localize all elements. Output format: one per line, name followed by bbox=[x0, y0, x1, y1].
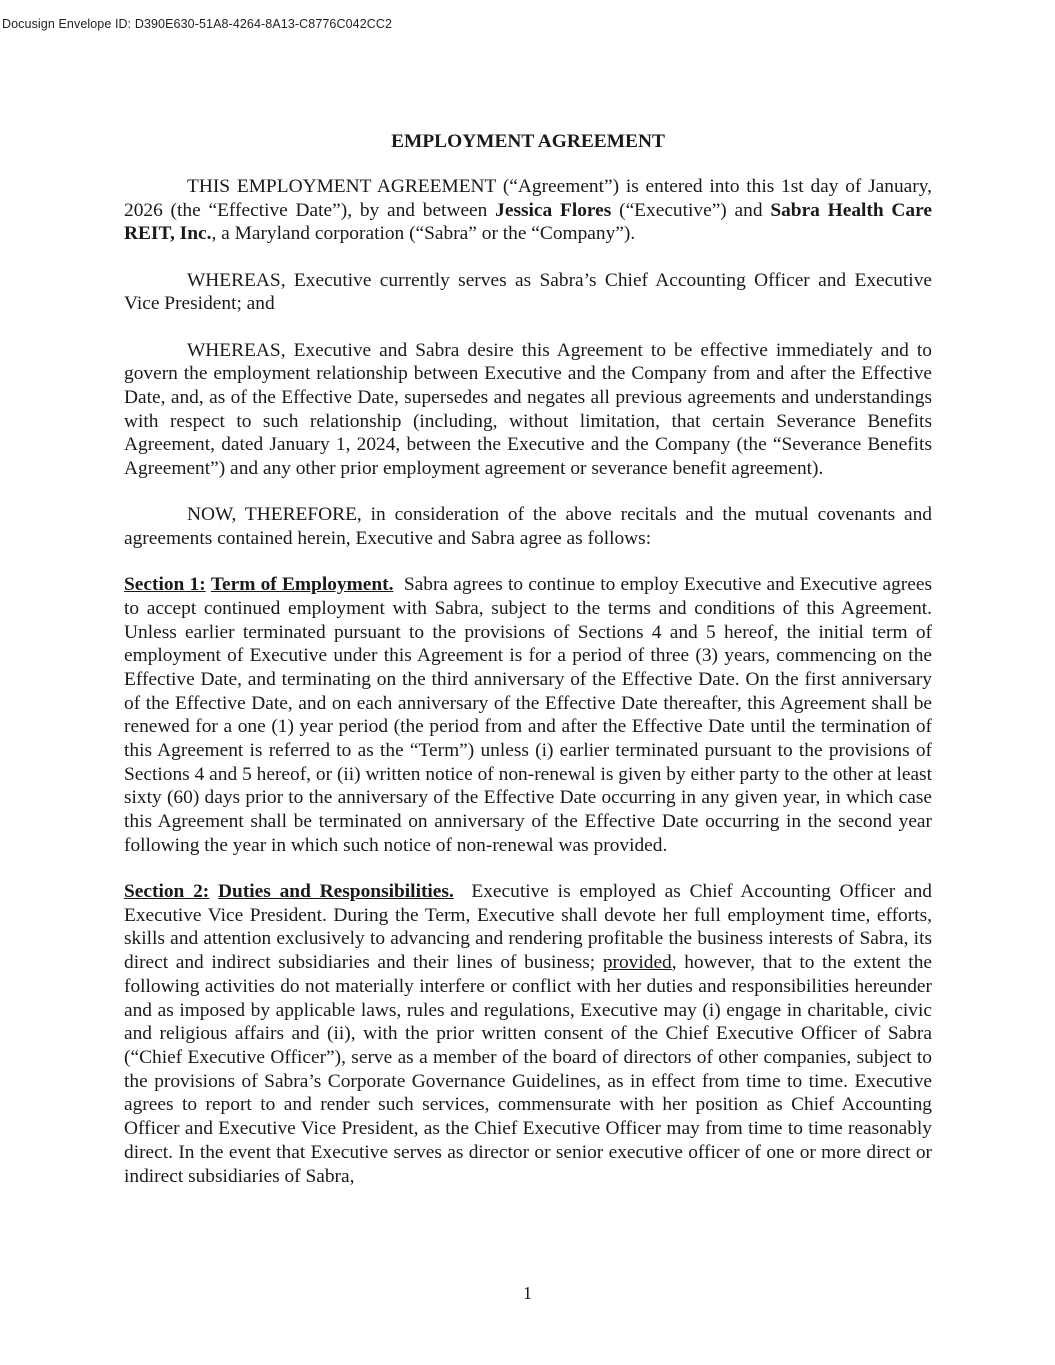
section-1-body: Sabra agrees to continue to employ Executive and Executive agrees to accept continued employment with Sabra, subject to the terms and conditions of this Agreement. Unless earlier terminated pursuant to the provisions of Sections 4 and 5 hereof, the initial term of employment of Executive under this Agreement is for a period of three (3) years, commencing on the Effective Date, and terminating on the third anniversary of the Effective Date. On the first anniversary of the Effective Date, and on each anniversary of the Effective Date thereafter, this Agreement shall be renewed for a one (1) year period (the period from and after the Effective Date until the termination of this Agreement is referred to as the “Term”) unless (i) earlier terminated pursuant to the provisions of Sections 4 and 5 hereof, or (ii) written notice of non-renewal is given by either party to the other at least sixty (60) days prior to the anniversary of the Effective Date occurring in any given year, in which case this Agreement shall be terminated on anniversary of the Effective Date occurring in the second year following the year in which such notice of non-renewal was provided. bbox=[124, 574, 932, 856]
provided-term: provided bbox=[602, 952, 672, 974]
document-title: EMPLOYMENT AGREEMENT bbox=[391, 131, 665, 152]
envelope-id: Docusign Envelope ID: D390E630-51A8-4264-8A13-C8776C042CC2 bbox=[2, 17, 393, 31]
section-1-label: Section 1: bbox=[124, 574, 206, 596]
section-2-paragraph bbox=[124, 880, 932, 1188]
page-number: 1 bbox=[523, 1283, 532, 1303]
section-1-paragraph bbox=[124, 573, 932, 857]
whereas-paragraph-2: WHEREAS, Executive and Sabra desire this Agreement to be effective immediately and to govern the employment relationship between Executive and the Company from and after the Effective Date, and, as of the Effective Date, supersedes and negates all previous agreements and understandings with respect to such relationship (including, without limitation, that certain Severance Benefits Agreement, dated January 1, 2024, between the Executive and the Company (the “Severance Benefits Agreement”) and any other prior employment agreement or severance benefit agreement). bbox=[124, 339, 932, 480]
executive-name: Jessica Flores bbox=[495, 199, 612, 221]
section-2-label: Section 2: bbox=[124, 881, 210, 903]
intro-text: THIS EMPLOYMENT AGREEMENT (“Agreement”) is entered into this 1st day of January, 2026 (the “Effective Date”), by and between bbox=[124, 176, 932, 221]
section-1-heading: Term of Employment. bbox=[210, 574, 394, 596]
whereas-paragraph-1: WHEREAS, Executive currently serves as Sabra’s Chief Accounting Officer and Executive Vice President; and bbox=[124, 269, 932, 315]
section-2-heading: Duties and Responsibilities. bbox=[218, 881, 454, 903]
section-2-body: Executive is employed as Chief Accounting Officer and Executive Vice President. During the Term, Executive shall devote her full employment time, efforts, skills and attention exclusively to advancing and rendering profitable the business interests of Sabra, its direct and indirect subsidiaries and their lines of business; bbox=[124, 881, 933, 974]
intro-text: , a Maryland corporation (“Sabra” or the “Company”). bbox=[211, 223, 636, 245]
intro-paragraph bbox=[124, 175, 932, 246]
now-therefore-paragraph: NOW, THEREFORE, in consideration of the above recitals and the mutual covenants and agreements contained herein, Executive and Sabra agree as follows: bbox=[124, 504, 932, 549]
intro-text: (“Executive”) and bbox=[611, 199, 771, 221]
company-name: Sabra Health Care REIT, Inc. bbox=[124, 199, 932, 245]
document-body bbox=[124, 128, 932, 1211]
section-2-body-continued: , however, that to the extent the following activities do not materially interfere or conflict with her duties and responsibilities hereunder and as imposed by applicable laws, rules and regulations, Executive may (i) engage in charitable, civic and religious affairs and (ii), with the prior written consent of the Chief Executive Officer of Sabra (“Chief Executive Officer”), serve as a member of the board of directors of other companies, subject to the provisions of Sabra’s Corporate Governance Guidelines, as in effect from time to time. Executive agrees to report to and render such services, commensurate with her position as Chief Accounting Officer and Executive Vice President, as the Chief Executive Officer may from time to time reasonably direct. In the event that Executive serves as director or senior executive officer of one or more direct or indirect subsidiaries of Sabra, bbox=[124, 952, 932, 1187]
